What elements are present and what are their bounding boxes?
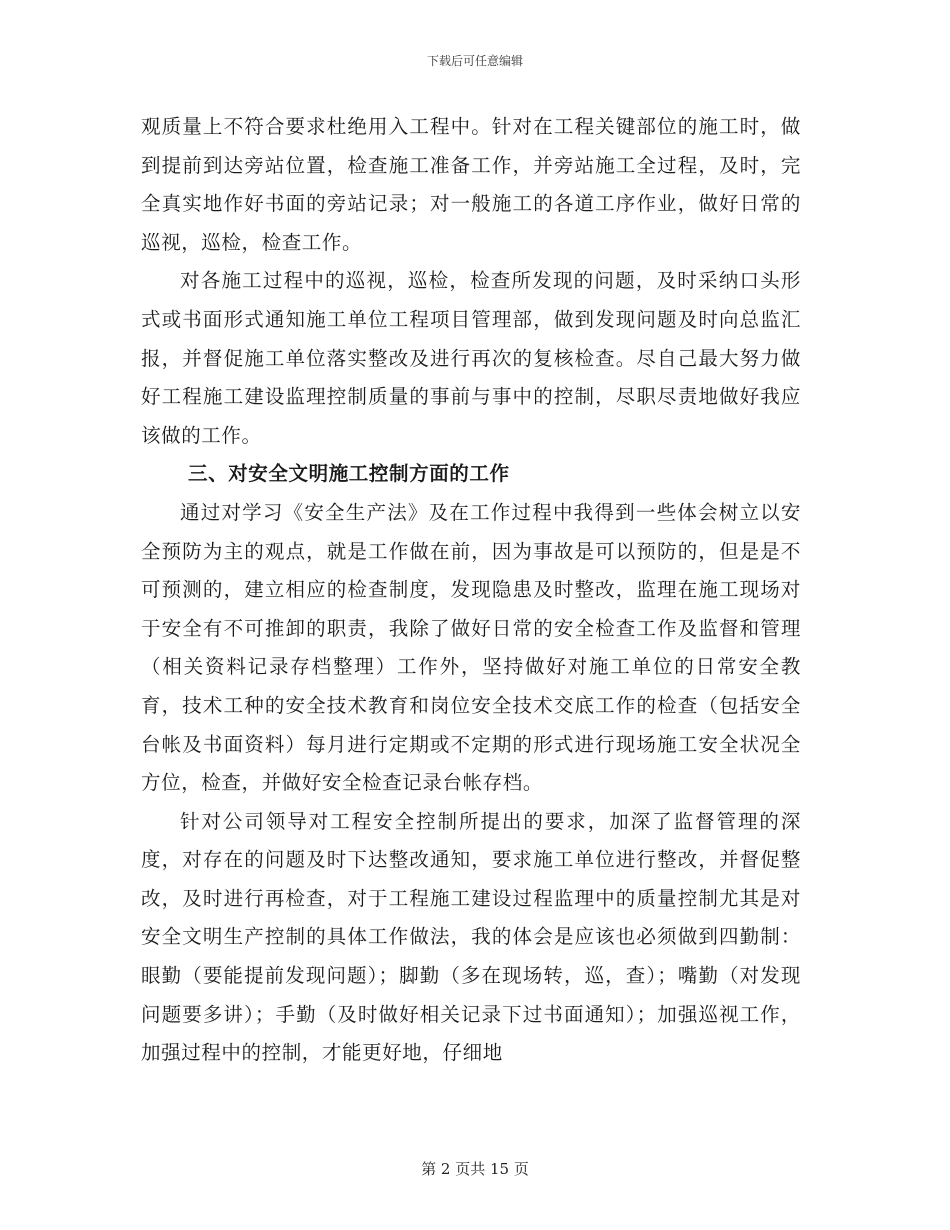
paragraph-safety-law: 通过对学习《安全生产法》及在工作过程中我得到一些体会树立以安全预防为主的观点，就是工作做在前，因为事故是可以预防的，但是是不可预测的，建立相应的检查制度，发现隐患及时整改，监理在施工现场对于安全有不可推卸的职责，我除了做好日常的安全检查工作及监督和管理（相关资料记录存档整理）工作外，坚持做好对施工单位的日常安全教育，技术工种的安全技术教育和岗位安全技术交底工作的检查（包括安全台帐及书面资料）每月进行定期或不定期的形式进行现场施工安全状况全方位，检查，并做好安全检查记录台帐存档。: [141, 500, 801, 795]
document-body: [141, 108, 801, 1073]
paragraph-continuation: 观质量上不符合要求杜绝用入工程中。针对在工程关键部位的施工时，做到提前到达旁站位置，检查施工准备工作，并旁站施工全过程，及时，完全真实地作好书面的旁站记录；对一般施工的各道工序作业，做好日常的巡视，巡检，检查工作。: [141, 115, 801, 254]
paragraph-inspection-issues: 对各施工过程中的巡视，巡检，检查所发现的问题，及时采纳口头形式或书面形式通知施工单位工程项目管理部，做到发现问题及时向总监汇报，并督促施工单位落实整改及进行再次的复核检查。尽自己最大努力做好工程施工建设监理控制质量的事前与事中的控制，尽职尽责地做好我应该做的工作。: [141, 269, 801, 447]
page-number: 第 2 页共 15 页: [421, 1160, 529, 1178]
page-header: 下载后可任意编辑: [426, 54, 523, 68]
paragraph-management-requirements: 针对公司领导对工程安全控制所提出的要求，加深了监督管理的深度，对存在的问题及时下达整改通知，要求施工单位进行整改，并督促整改，及时进行再检查，对于工程施工建设过程监理中的质量控制尤其是对安全文明生产控制的具体工作做法，我的体会是应该也必须做到四勤制：眼勤（要能提前发现问题）；脚勤（多在现场转，巡，查）；嘴勤（对发现问题要多讲）；手勤（及时做好相关记录下过书面通知）；加强巡视工作，加强过程中的控制，才能更好地，仔细地: [141, 809, 801, 1065]
section-heading-safety: 三、对安全文明施工控制方面的工作: [188, 462, 510, 486]
